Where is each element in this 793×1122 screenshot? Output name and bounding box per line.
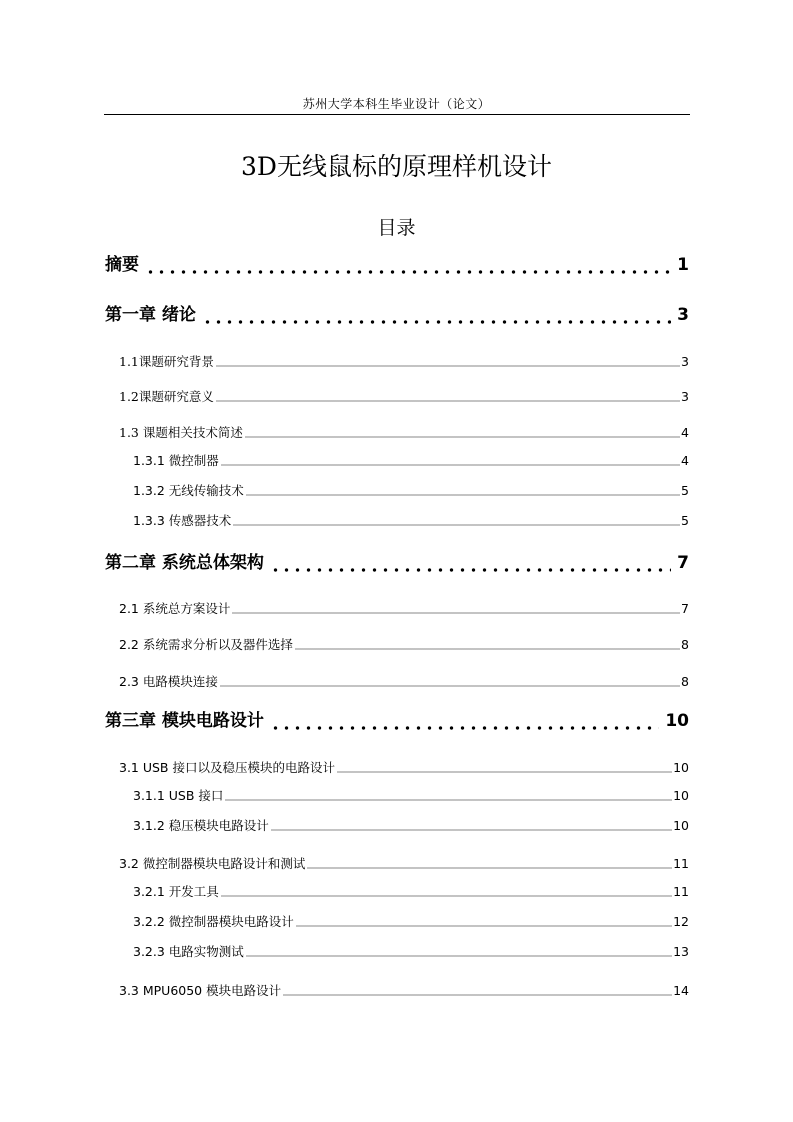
- toc-entry-section-1-3[interactable]: [119, 424, 689, 442]
- toc-entry-section-1-3-1[interactable]: [133, 452, 689, 470]
- toc-entry-section-1-2[interactable]: [119, 388, 689, 406]
- toc-leader: [216, 392, 680, 402]
- toc-leader: [307, 859, 672, 869]
- toc-entry-section-3-1[interactable]: [119, 759, 689, 777]
- toc-entry-section-3-3[interactable]: [119, 982, 689, 1000]
- toc-entry-abstract[interactable]: [105, 253, 689, 277]
- toc-entry-page: 10: [673, 760, 689, 775]
- toc-entry-title: 3.2.3 电路实物测试: [133, 944, 244, 959]
- toc-leader: [245, 428, 680, 438]
- toc-entry-title: 3.1.1 USB 接口: [133, 788, 224, 803]
- toc-entry-chapter-3[interactable]: [105, 709, 689, 733]
- toc-entry-title: 第一章 绪论: [105, 305, 196, 325]
- toc-leader: [225, 791, 672, 801]
- toc-heading: 目录: [377, 217, 416, 239]
- toc-entry-title: 2.3 电路模块连接: [119, 674, 218, 689]
- toc-entry-page: 13: [673, 944, 689, 959]
- page-header: 苏州大学本科生毕业设计（论文）: [302, 97, 491, 111]
- toc-entry-section-2-3[interactable]: [119, 673, 689, 691]
- toc-leader: [270, 714, 659, 730]
- toc-leader: [202, 308, 671, 324]
- toc-entry-page: 10: [673, 818, 689, 833]
- toc-entry-page: 7: [677, 553, 689, 573]
- toc-entry-title: 1.1课题研究背景: [119, 354, 214, 369]
- toc-leader: [221, 887, 672, 897]
- toc-entry-page: 8: [681, 674, 689, 689]
- toc-entry-section-1-3-2[interactable]: [133, 482, 689, 500]
- toc-entry-title: 1.3 课题相关技术简述: [119, 425, 243, 440]
- toc-leader: [216, 357, 680, 367]
- toc-entry-page: 5: [681, 513, 689, 528]
- toc-entry-title: 3.1.2 稳压模块电路设计: [133, 818, 269, 833]
- toc-entry-title: 3.1 USB 接口以及稳压模块的电路设计: [119, 760, 335, 775]
- toc-entry-page: 12: [673, 914, 689, 929]
- toc-entry-page: 4: [681, 425, 689, 440]
- toc-leader: [221, 456, 680, 466]
- header-rule: [104, 114, 690, 115]
- toc-entry-section-3-1-1[interactable]: [133, 787, 689, 805]
- toc-entry-chapter-2[interactable]: [105, 551, 689, 575]
- toc-leader: [145, 258, 671, 274]
- document-title: 3D无线鼠标的原理样机设计: [241, 152, 552, 181]
- toc-leader: [233, 516, 680, 526]
- toc-entry-section-3-2-2[interactable]: [133, 913, 689, 931]
- toc-entry-title: 3.3 MPU6050 模块电路设计: [119, 983, 282, 998]
- toc-entry-page: 14: [673, 983, 689, 998]
- toc-entry-title: 1.2课题研究意义: [119, 389, 214, 404]
- toc-entry-page: 4: [681, 453, 689, 468]
- toc-entry-chapter-1[interactable]: [105, 303, 689, 327]
- toc-entry-title: 1.3.2 无线传输技术: [133, 483, 244, 498]
- toc-entry-page: 1: [677, 255, 689, 275]
- toc-entry-title: 2.2 系统需求分析以及器件选择: [119, 637, 293, 652]
- toc-leader: [270, 556, 671, 572]
- toc-entry-page: 8: [681, 637, 689, 652]
- toc-entry-page: 10: [665, 711, 689, 731]
- toc-entry-page: 3: [681, 389, 689, 404]
- toc-leader: [246, 486, 680, 496]
- toc-leader: [296, 917, 672, 927]
- toc-entry-section-3-2-1[interactable]: [133, 883, 689, 901]
- toc-leader: [337, 763, 672, 773]
- toc-entry-page: 3: [677, 305, 689, 325]
- toc-entry-page: 3: [681, 354, 689, 369]
- toc-entry-title: 1.3.3 传感器技术: [133, 513, 232, 528]
- toc-entry-page: 5: [681, 483, 689, 498]
- toc-entry-section-3-1-2[interactable]: [133, 817, 689, 835]
- toc-entry-page: 10: [673, 788, 689, 803]
- toc-entry-title: 3.2 微控制器模块电路设计和测试: [119, 856, 306, 871]
- toc-leader: [246, 947, 672, 957]
- toc-entry-section-3-2[interactable]: [119, 855, 689, 873]
- toc-entry-page: 7: [681, 601, 689, 616]
- toc-leader: [220, 677, 680, 687]
- toc-leader: [283, 986, 672, 996]
- toc-entry-section-2-1[interactable]: [119, 600, 689, 618]
- toc-entry-title: 3.2.2 微控制器模块电路设计: [133, 914, 294, 929]
- toc-entry-title: 摘要: [105, 255, 139, 275]
- toc-leader: [232, 604, 680, 614]
- toc-entry-title: 第二章 系统总体架构: [105, 553, 264, 573]
- toc-entry-section-3-2-3[interactable]: [133, 943, 689, 961]
- toc-entry-title: 3.2.1 开发工具: [133, 884, 219, 899]
- toc-entry-page: 11: [673, 856, 689, 871]
- toc-leader: [271, 821, 672, 831]
- toc-entry-section-1-1[interactable]: [119, 353, 689, 371]
- toc-entry-title: 1.3.1 微控制器: [133, 453, 219, 468]
- toc-entry-title: 第三章 模块电路设计: [105, 711, 264, 731]
- toc-entry-title: 2.1 系统总方案设计: [119, 601, 231, 616]
- toc-entry-section-2-2[interactable]: [119, 636, 689, 654]
- toc-entry-section-1-3-3[interactable]: [133, 512, 689, 530]
- toc-leader: [295, 640, 680, 650]
- toc-entry-page: 11: [673, 884, 689, 899]
